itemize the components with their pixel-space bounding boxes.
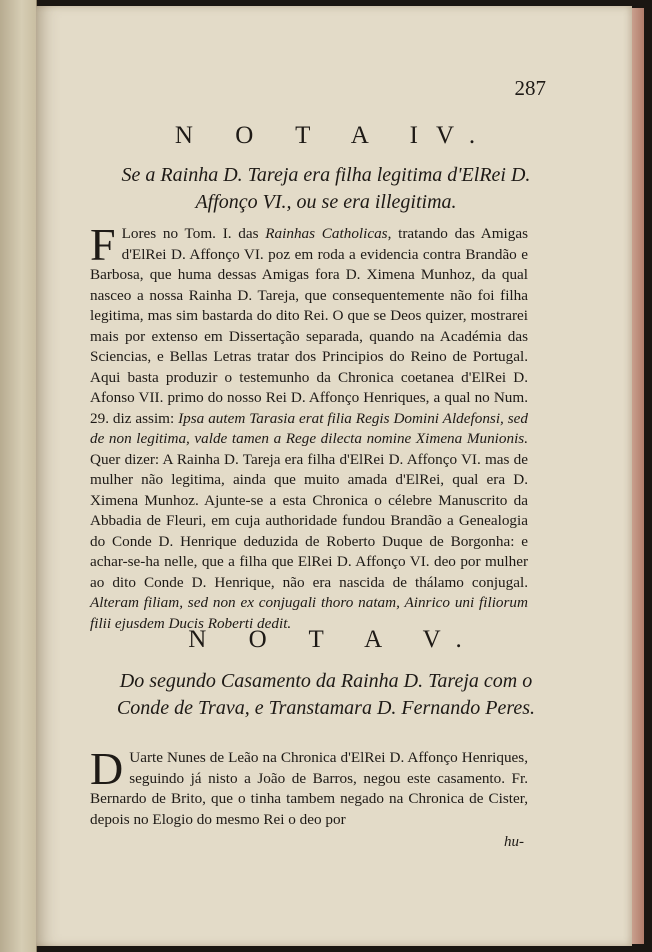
section-subtitle-nota-iv: Se a Rainha D. Tareja era filha legitima d'ElRei D. Affonço VI., ou se era illegitima. <box>121 164 531 213</box>
body-paragraph-nota-v <box>90 743 528 830</box>
paragraph-text: Lores no Tom. I. das Rainhas Catholicas, tratando das Amigas d'ElRei D. Affonço VI. poz em roda a evidencia contra Brandão e Barbosa, que huma dessas Amigas fora D. Ximena Munhoz, da qual nasceo a nossa Rainha D. Tareja, que consequentemente não foi filha legitima, mas sim bastarda do dito Rei. O que se Deos quizer, mostrarei mais por extenso em Dissertação separada, quando na Académia das Sciencias, e Bellas Letras tratar dos Principios do Reino de Portugal. Aqui basta produzir o testemunho da Chronica coetanea d'ElRei D. Afonso VII. primo do nosso Rei D. Affonço Henriques, a qual no Num. 29. diz assim: Ipsa autem Tarasia erat filia Regis Domini Aldefonsi, sed de non legitima, valde tamen a Rege dilecta nomine Ximena Munionis. Quer dizer: A Rainha D. Tareja era filha d'ElRei D. Affonço VI. mas de mulher não legitima, ainda que muito amada d'ElRei, qual era D. Ximena Munhoz. Ajunte-se a esta Chronica o célebre Manuscrito da Abbadia de Fleuri, em cuja authoridade fundou Brandão a Genealogia do Conde D. Henrique deduzida de Roberto Duque de Borgonha: e achar-se-ha nelle, que a filha que ElRei D. Affonço VI. deo por mulher ao dito Conde D. Henrique, não era nascida de thálamo conjugal. Alteram filiam, sed non ex conjugali thoro natam, Ainrico uni filiorum filii ejusdem Ducis Roberti dedit. <box>90 225 528 632</box>
page-number: 287 <box>514 76 546 100</box>
body-paragraph-nota-iv <box>90 219 528 634</box>
section-heading-nota-v: N O T A V. <box>188 626 480 653</box>
section-subtitle-nota-v: Do segundo Casamento da Rainha D. Tareja com o Conde de Trava, e Transtamara D. Fernando Peres. <box>116 670 536 719</box>
catchword: hu- <box>504 834 524 850</box>
drop-cap-initial: F <box>90 219 116 270</box>
left-page-edge <box>0 0 37 952</box>
drop-cap-initial: D <box>90 743 124 794</box>
book-page <box>36 6 632 946</box>
page-fore-edge <box>632 8 644 944</box>
section-heading-nota-iv: N O T A IV. <box>174 122 494 149</box>
paragraph-text: Uarte Nunes de Leão na Chronica d'ElRei D. Affonço Henriques, seguindo já nisto a João de Barros, negou este casamento. Fr. Bernardo de Brito, que o tinha tambem negado na Chronica de Cister, depois no Elogio do mesmo Rei o deo por <box>90 749 528 828</box>
